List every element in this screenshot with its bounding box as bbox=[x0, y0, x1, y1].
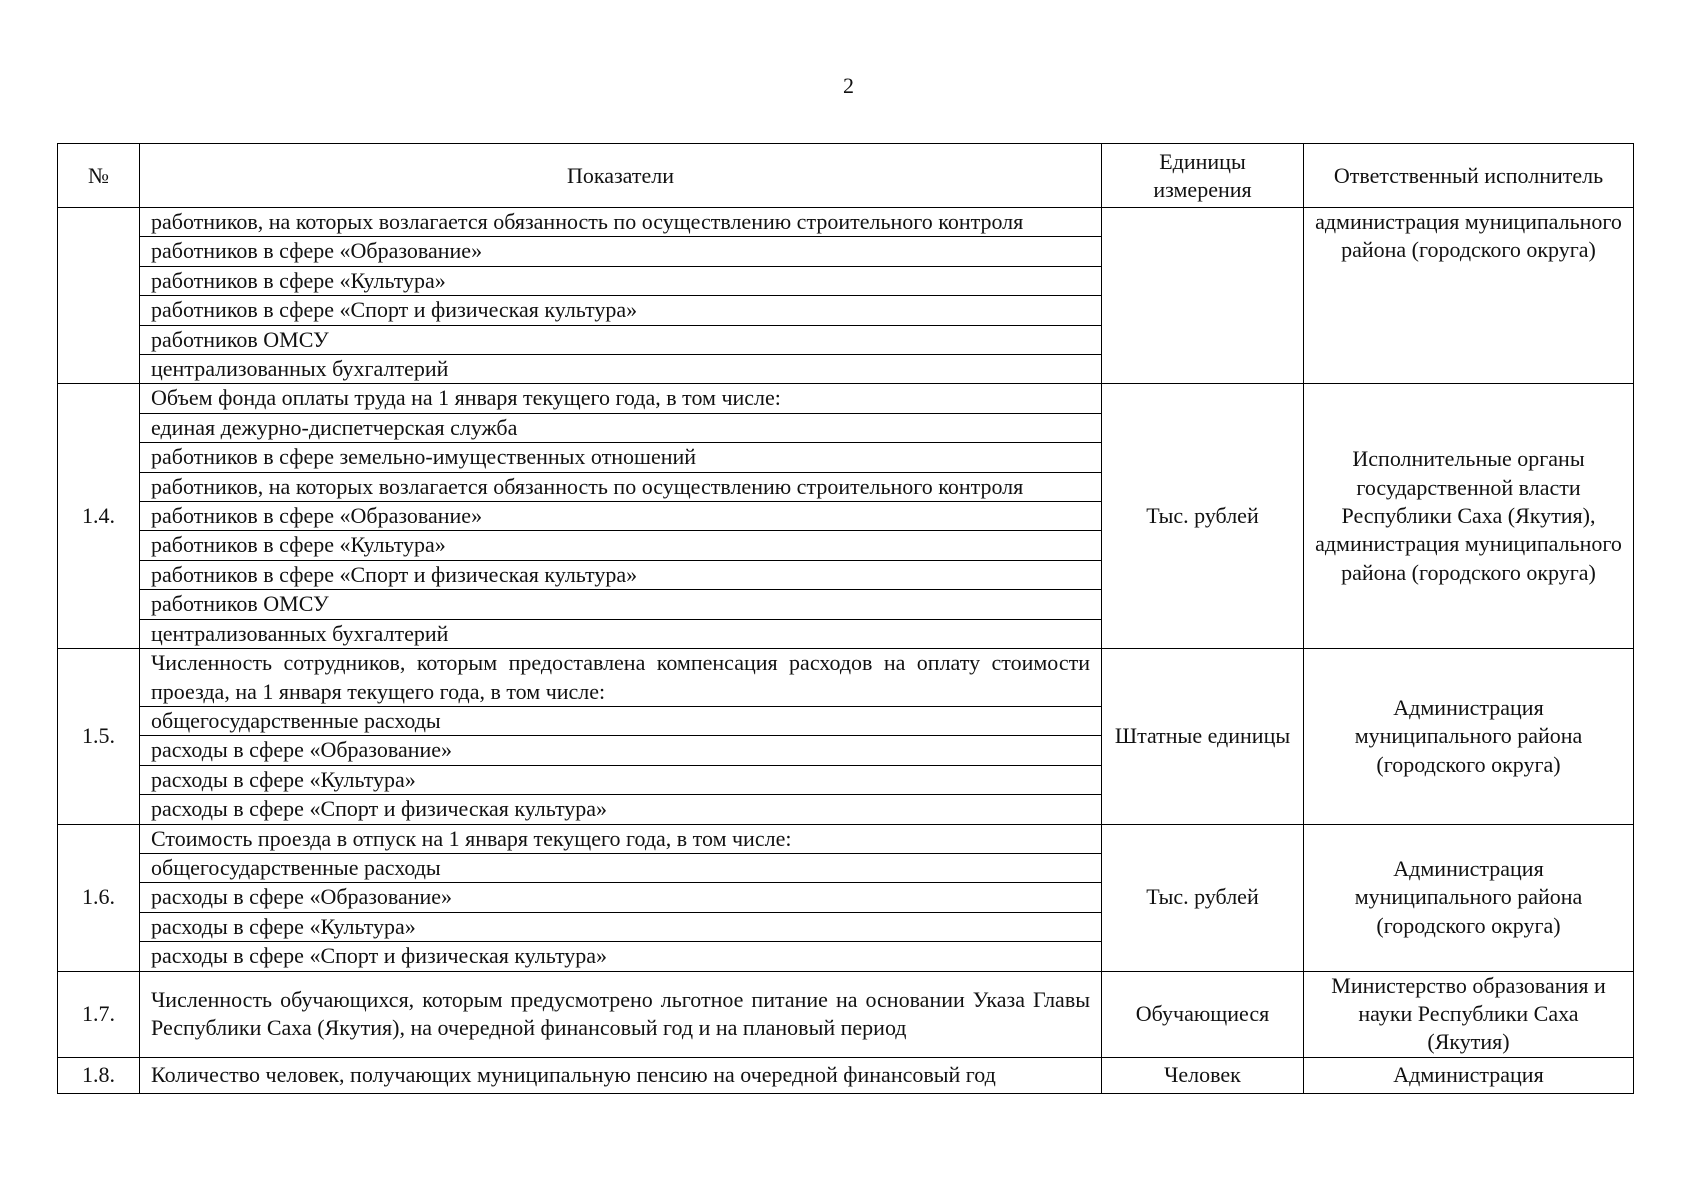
responsible-cell: Исполнительные органы государственной власти Республики Саха (Якутия), администрация муниципального района (городского округа) bbox=[1304, 384, 1634, 649]
indicator-title-cell: Численность сотрудников, которым предоставлена компенсация расходов на оплату стоимости проезда, на 1 января текущего года, в том числе: bbox=[140, 649, 1102, 707]
indicator-cell: работников ОМСУ bbox=[140, 325, 1102, 354]
indicator-cell: работников в сфере «Культура» bbox=[140, 531, 1102, 560]
indicator-cell: централизованных бухгалтерий bbox=[140, 355, 1102, 384]
section-number-cell: 1.4. bbox=[58, 384, 140, 649]
table-row bbox=[58, 1057, 1634, 1093]
responsible-cell: Администрация bbox=[1304, 1057, 1634, 1093]
indicator-cell: общегосударственные расходы bbox=[140, 706, 1102, 735]
indicator-cell: расходы в сфере «Образование» bbox=[140, 883, 1102, 912]
table-row bbox=[58, 208, 1634, 237]
header-unit: Единицы измерения bbox=[1102, 144, 1304, 208]
indicator-cell: работников в сфере «Образование» bbox=[140, 502, 1102, 531]
continuation-responsible-cell: администрация муниципального района (городского округа) bbox=[1304, 208, 1634, 384]
header-indicators: Показатели bbox=[140, 144, 1102, 208]
table-row bbox=[58, 824, 1634, 853]
table-row bbox=[58, 649, 1634, 707]
table-row bbox=[58, 384, 1634, 413]
continuation-number-cell bbox=[58, 208, 140, 384]
indicator-cell: единая дежурно-диспетчерская служба bbox=[140, 413, 1102, 442]
responsible-cell: Администрация муниципального района (городского округа) bbox=[1304, 649, 1634, 824]
indicator-title-cell: Объем фонда оплаты труда на 1 января текущего года, в том числе: bbox=[140, 384, 1102, 413]
indicator-cell: работников в сфере «Спорт и физическая культура» bbox=[140, 296, 1102, 325]
indicator-cell: работников в сфере «Образование» bbox=[140, 237, 1102, 266]
indicator-cell: расходы в сфере «Спорт и физическая культура» bbox=[140, 795, 1102, 824]
indicator-cell: централизованных бухгалтерий bbox=[140, 619, 1102, 648]
unit-cell: Штатные единицы bbox=[1102, 649, 1304, 824]
header-number: № bbox=[58, 144, 140, 208]
indicator-title-cell: Численность обучающихся, которым предусмотрено льготное питание на основании Указа Главы Республики Саха (Якутия), на очередной финансовый год и на плановый период bbox=[140, 971, 1102, 1057]
page-number: 2 bbox=[843, 73, 854, 98]
unit-cell: Человек bbox=[1102, 1057, 1304, 1093]
unit-cell: Тыс. рублей bbox=[1102, 384, 1304, 649]
indicator-title-cell: Количество человек, получающих муниципальную пенсию на очередной финансовый год bbox=[140, 1057, 1102, 1093]
table-header-row bbox=[58, 144, 1634, 208]
indicator-cell: работников, на которых возлагается обязанность по осуществлению строительного контроля bbox=[140, 472, 1102, 501]
indicator-cell: работников в сфере «Культура» bbox=[140, 266, 1102, 295]
responsible-cell: Администрация муниципального района (городского округа) bbox=[1304, 824, 1634, 971]
table-row bbox=[58, 971, 1634, 1057]
indicator-cell: расходы в сфере «Культура» bbox=[140, 912, 1102, 941]
indicator-cell: работников в сфере земельно-имущественных отношений bbox=[140, 443, 1102, 472]
section-number-cell: 1.8. bbox=[58, 1057, 140, 1093]
section-number-cell: 1.6. bbox=[58, 824, 140, 971]
indicator-cell: работников ОМСУ bbox=[140, 590, 1102, 619]
header-responsible: Ответственный исполнитель bbox=[1304, 144, 1634, 208]
unit-cell: Тыс. рублей bbox=[1102, 824, 1304, 971]
indicator-cell: расходы в сфере «Образование» bbox=[140, 736, 1102, 765]
section-number-cell: 1.7. bbox=[58, 971, 140, 1057]
indicator-cell: работников в сфере «Спорт и физическая культура» bbox=[140, 560, 1102, 589]
indicator-cell: расходы в сфере «Спорт и физическая культура» bbox=[140, 942, 1102, 971]
indicator-cell: общегосударственные расходы bbox=[140, 853, 1102, 882]
responsible-cell: Министерство образования и науки Республики Саха (Якутия) bbox=[1304, 971, 1634, 1057]
indicator-cell: расходы в сфере «Культура» bbox=[140, 765, 1102, 794]
continuation-unit-cell bbox=[1102, 208, 1304, 384]
indicator-cell: работников, на которых возлагается обязанность по осуществлению строительного контроля bbox=[140, 208, 1102, 237]
indicators-table bbox=[57, 143, 1634, 1094]
unit-cell: Обучающиеся bbox=[1102, 971, 1304, 1057]
indicator-title-cell: Стоимость проезда в отпуск на 1 января текущего года, в том числе: bbox=[140, 824, 1102, 853]
section-number-cell: 1.5. bbox=[58, 649, 140, 824]
